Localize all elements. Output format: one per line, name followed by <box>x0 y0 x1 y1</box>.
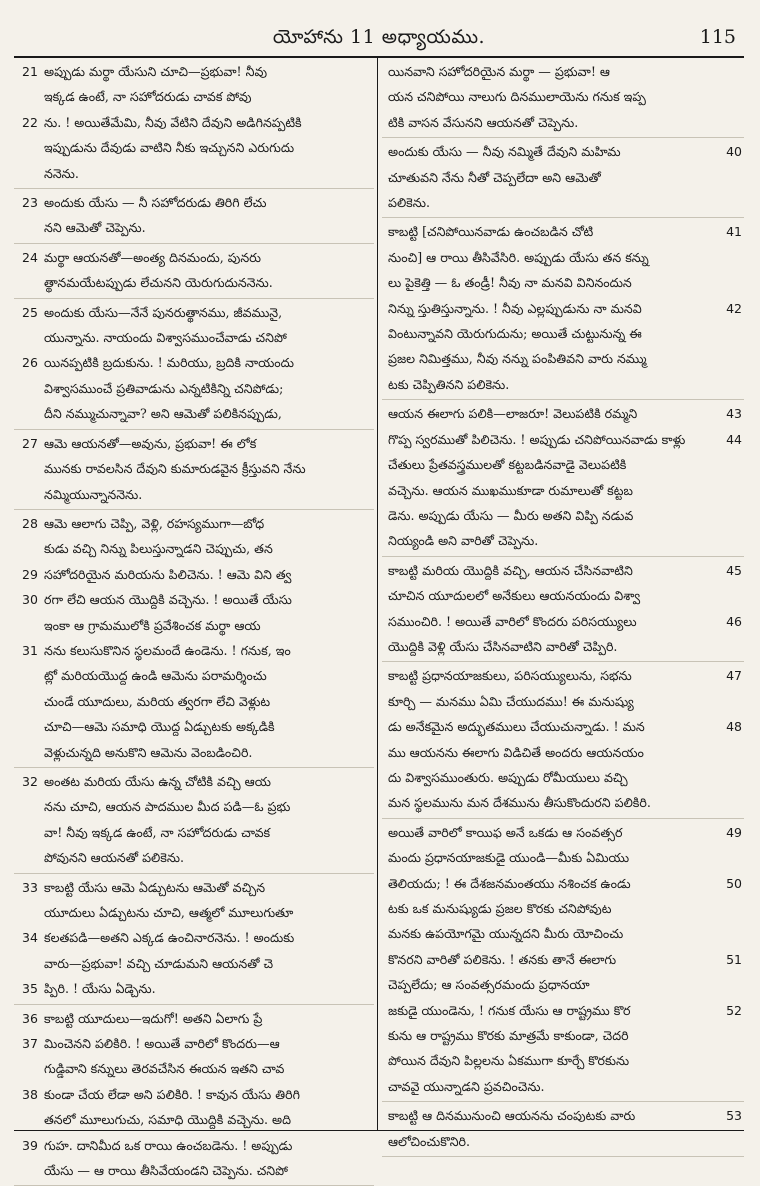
verse-text: కుడు వచ్చి నిన్ను పిలుస్తున్నాడని చెప్పుచు, తన <box>44 541 273 557</box>
verse-line <box>22 663 370 688</box>
verse-text: సహోదరియైన మరియను పిలిచెను. ! ఆమె విని త్వ <box>44 566 292 582</box>
verse-line <box>22 587 370 612</box>
verse-line <box>22 900 370 925</box>
verse-text: వా! నీవు ఇక్కడ ఉంటే, నా సహోదరుడు చావక <box>44 824 271 840</box>
verse-line <box>388 609 742 634</box>
verse-text: ననెను. <box>44 165 79 181</box>
verse-text: మన స్థలమును మన దేశమును తీసుకొందురని పలికిరి. <box>388 795 651 811</box>
verse-line <box>22 350 370 375</box>
verse-line <box>388 714 742 739</box>
verse-number: 27 <box>22 435 38 451</box>
verse-text: మర్థా ఆయనతో—అంత్య దినమందు, పునరు <box>44 249 261 265</box>
verse-block <box>14 189 374 244</box>
verse-text: టికి వాసన వేసునని ఆయనతో చెప్పెను. <box>388 114 579 130</box>
verse-text: టకు ఒక మనుష్యుడు ప్రజల కొరకు చనిపోవుట <box>388 901 612 916</box>
verse-text: కాబట్టి మరియ యొద్దికి వచ్చి, ఆయన చేసినవాటిని <box>388 562 633 578</box>
verse-text: చెప్పలేదు; ఆ సంవత్సరమందు ప్రధానయా <box>388 977 590 993</box>
verse-number: 28 <box>22 515 38 531</box>
verse-number: 50 <box>726 875 742 891</box>
verse-line <box>22 84 370 109</box>
verse-number: 45 <box>726 562 742 578</box>
verse-number: 35 <box>22 981 38 997</box>
verse-block <box>382 138 744 218</box>
verse-block <box>382 400 744 556</box>
verse-text: ట్లో మరియయొద్ద ఉండి ఆమెను పరామర్శించు <box>44 668 267 684</box>
verse-line <box>388 270 714 295</box>
verse-text: నియ్యండి అని వారితో చెప్పెను. <box>388 533 539 549</box>
verse-block <box>382 662 744 818</box>
verse-text: అప్పుడు మర్థా యేసుని చూచి—ప్రభువా! నీవు <box>44 64 268 79</box>
verse-line <box>388 998 742 1023</box>
verse-block <box>382 819 744 1102</box>
verse-text: జకుడై యుండెను, ! గనుక యేసు ఆ రాష్ట్రము కొర <box>388 1002 631 1018</box>
verse-number: 23 <box>22 195 38 211</box>
verse-text: అందుకు యేసు—నేనే పునరుత్థానము, జీవమునై, <box>44 304 283 320</box>
verse-text: యొద్దికి వెళ్లి యేసు చేసినవాటిని వారితో చెప్పిరి. <box>388 638 618 654</box>
verse-line <box>22 245 370 270</box>
verse-number: 47 <box>726 668 742 684</box>
verse-line <box>22 638 370 663</box>
verse-line <box>388 296 742 321</box>
scripture-page <box>14 20 744 1179</box>
verse-line <box>22 769 370 794</box>
verse-line <box>22 714 370 739</box>
verse-text: పోయిన దేవుని పిల్లలను ఏకముగా కూర్చే కొరకును <box>388 1053 630 1069</box>
verse-line <box>22 59 370 84</box>
verse-line <box>22 1031 370 1056</box>
verse-text: చావవై యున్నాడని ప్రవచించెను. <box>388 1078 545 1094</box>
verse-text: ఇంకా ఆ గ్రామములోకి ప్రవేశించక మర్థా ఆయ <box>44 617 261 633</box>
verse-block <box>14 874 374 1005</box>
verse-line <box>388 139 742 164</box>
verse-block <box>14 510 374 768</box>
bottom-rule <box>14 1130 744 1131</box>
verse-line <box>388 1048 714 1073</box>
verse-line <box>388 528 714 553</box>
verse-text: మునకు రావలసిన దేవుని కుమారుడవైన క్రీస్తువని నేను <box>44 461 306 477</box>
verse-text: ఆమె ఆలాగు చెప్పి, వెళ్లి, రహస్యముగా—బోధ <box>44 515 265 531</box>
verse-line <box>22 925 370 950</box>
verse-text: త్థానమయేటప్పుడు లేచునని యెరుగుదుననెను. <box>44 275 273 291</box>
verse-text: ఆలోచించుకొనిరి. <box>388 1133 471 1149</box>
verse-number: 51 <box>726 951 742 967</box>
verse-text: అందుకు యేసు — నీ సహోదరుడు తిరిగి లేచు <box>44 195 267 211</box>
verse-number: 26 <box>22 355 38 371</box>
verse-text: గుహ. దానిమీద ఒక రాయి ఉంచబడెను. ! అప్పుడు <box>44 1137 293 1153</box>
verse-number: 46 <box>726 613 742 629</box>
verse-line <box>388 401 742 426</box>
verse-text: టకు చెప్పితినని పలికెను. <box>388 376 510 392</box>
verse-text: చూతువని నేను నీతో చెప్పలేదా అని ఆమెతో <box>388 169 601 185</box>
verse-text: వారు—ప్రభువా! వచ్చి చూడుమని ఆయనతో చె <box>44 955 274 971</box>
verse-line <box>388 190 714 215</box>
verse-line <box>388 765 714 790</box>
verse-line <box>388 346 714 371</box>
verse-number: 21 <box>22 64 38 79</box>
verse-line <box>22 431 370 456</box>
verse-text: గుడ్డివాని కన్నులు తెరవచేసిన ఈయన ఇతని చావ <box>44 1061 285 1077</box>
verse-line <box>22 794 370 819</box>
verse-text: చుండే యూదులు, మరియ త్వరగా లేచి వెళ్లుట <box>44 693 271 709</box>
verse-line <box>388 896 714 921</box>
right-column <box>382 58 744 1149</box>
verse-text: తనలో మూలుగుచు, సమాధి యొద్దికి వచ్చెను. అది <box>44 1112 291 1128</box>
verse-number: 25 <box>22 304 38 320</box>
verse-text: నని ఆమెతో చెప్పెను. <box>44 220 146 236</box>
verse-number: 29 <box>22 566 38 582</box>
verse-text: సముంచిరి. ! అయితే వారిలో కొందరు పరిసయ్యులు <box>388 613 637 629</box>
verse-number: 41 <box>726 224 742 240</box>
verse-line <box>22 270 370 295</box>
verse-block <box>14 1005 374 1186</box>
verse-text: కొనరని వారితో పలికెను. ! తనకు తానే ఈలాగు <box>388 951 617 967</box>
verse-line <box>22 740 370 765</box>
verse-line <box>388 503 714 528</box>
verse-line <box>22 1056 370 1081</box>
verse-line <box>388 1023 714 1048</box>
verse-number: 40 <box>726 144 742 160</box>
verse-number: 31 <box>22 642 38 658</box>
verse-text: చూచి—ఆమె సమాధి యొద్ద ఏడ్చుటకు అక్కడికి <box>44 719 275 735</box>
verse-text: నిన్ను స్తుతిస్తున్నాను. ! నీవు ఎల్లప్పుడును నా మనవి <box>388 300 642 316</box>
verse-line <box>388 59 714 84</box>
verse-text: పోవునని ఆయనతో పలికెను. <box>44 850 185 866</box>
verse-line <box>22 1082 370 1107</box>
verse-text: పలికెను. <box>388 195 430 211</box>
verse-block <box>14 299 374 430</box>
verse-number: 32 <box>22 773 38 789</box>
verse-line <box>22 845 370 870</box>
verse-line <box>22 511 370 536</box>
verse-text: కాబట్టి ఆ దినమునుంచి ఆయనను చంపుటకు వారు <box>388 1108 636 1124</box>
verse-text: తెలియదు; ! ఈ దేశజనమంతయు నశించక ఉండు <box>388 875 631 891</box>
verse-text: యన చనిపోయి నాలుగు దినములాయెను గనుక ఇప్ప <box>388 89 646 105</box>
verse-line <box>22 456 370 481</box>
verse-line <box>22 536 370 561</box>
chapter-title: యోహాను 11 అధ్యాయము. <box>272 26 486 48</box>
verse-line <box>22 401 370 426</box>
verse-line <box>22 110 370 135</box>
verse-line <box>388 245 714 270</box>
verse-block <box>382 58 744 138</box>
verse-number: 22 <box>22 114 38 130</box>
verse-line <box>22 976 370 1001</box>
verse-number: 48 <box>726 719 742 735</box>
verse-line <box>388 845 714 870</box>
verse-block <box>382 218 744 400</box>
verse-line <box>388 558 742 583</box>
verse-line <box>388 321 714 346</box>
verse-text: ఆయన ఈలాగు పలికి—లాజరూ! వెలుపటికి రమ్మని <box>388 406 638 422</box>
verse-line <box>388 947 742 972</box>
verse-number: 30 <box>22 592 38 608</box>
verse-text: ము ఆయనను ఈలాగు విడిచితే అందరు ఆయనయం <box>388 744 644 760</box>
verse-number: 34 <box>22 930 38 946</box>
verse-line <box>22 875 370 900</box>
verse-text: కాబట్టి యేసు ఆమె ఏడ్చుటను ఆమెతో వచ్చిన <box>44 879 266 895</box>
verse-line <box>388 689 714 714</box>
verse-line <box>388 427 742 452</box>
verse-text: వింటున్నావని యెరుగుదును; అయితే చుట్టునున్న ఈ <box>388 326 642 342</box>
verse-text: చేతులు ప్రేతవస్త్రములతో కట్టబడినవాడై వెలుపటికి <box>388 457 627 473</box>
page-header <box>14 20 744 58</box>
verse-line <box>388 1129 714 1154</box>
verse-line <box>22 190 370 215</box>
verse-text: యేసు — ఆ రాయి తీసివేయండని చెప్పెను. చనిపో <box>44 1163 288 1179</box>
verse-text: గొప్ప స్వరముతో పిలిచెను. ! అప్పుడు చనిపోయినవాడు కాళ్లు <box>388 431 686 447</box>
verse-line <box>22 376 370 401</box>
verse-line <box>22 161 370 186</box>
verse-number: 38 <box>22 1086 38 1102</box>
verse-text: కుండా చేయ లేడా అని పలికిరి. ! కావున యేసు తిరిగి <box>44 1086 300 1102</box>
verse-block <box>14 430 374 510</box>
verse-number: 36 <box>22 1010 38 1026</box>
verse-text: దు విశ్వాసముంతురు. అప్పుడు రోమీయులు వచ్చి <box>388 769 628 785</box>
verse-number: 44 <box>726 431 742 447</box>
verse-line <box>388 634 714 659</box>
verse-number: 52 <box>726 1002 742 1018</box>
verse-text: డు అనేకమైన అద్భుతములు చేయుచున్నాడు. ! మన <box>388 719 645 735</box>
verse-text: విశ్వాసముంచే ప్రతివాడును ఎన్నటికిన్ని చనిపోడు; <box>44 380 284 396</box>
verse-block <box>14 244 374 299</box>
verse-line <box>388 972 714 997</box>
verse-text: యూదులు ఏడ్చుటను చూచి, ఆత్మలో మూలుగుతూ <box>44 905 294 920</box>
verse-line <box>22 325 370 350</box>
verse-text: కును ఆ రాష్ట్రము కొరకు మాత్రమే కాకుండా, చెదరి <box>388 1028 629 1044</box>
verse-text: అందుకు యేసు — నీవు నమ్మితే దేవుని మహిమ <box>388 144 621 160</box>
verse-line <box>388 583 714 608</box>
verse-text: లు పైకెత్తి — ఓ తండ్రీ! నీవు నా మనవి వినినందున <box>388 275 632 291</box>
verse-number: 37 <box>22 1036 38 1052</box>
verse-text: మందు ప్రధానయాజకుడై యుండి—మీకు ఏమియు <box>388 850 630 866</box>
verse-text: కాబట్టి [చనిపోయినవాడు ఉంచబడిన చోటి <box>388 224 594 240</box>
verse-text: ఇప్పుడును దేవుడు వాటిని నీకు ఇచ్చునని ఎరుగుదు <box>44 140 295 156</box>
verse-text: డెను. అప్పుడు యేసు — మీరు అతని విప్పి నడువ <box>388 507 634 523</box>
verse-line <box>388 1074 714 1099</box>
verse-text: నుంచి] ఆ రాయి తీసివేసిరి. అప్పుడు యేసు తన కన్ను <box>388 249 649 265</box>
verse-number: 43 <box>726 406 742 422</box>
verse-line <box>22 300 370 325</box>
verse-line <box>388 921 714 946</box>
verse-text: ను. ! అయితేమేమి, నీవు వేటిని దేవుని అడిగినప్పటికి <box>44 114 302 130</box>
verse-line <box>22 820 370 845</box>
verse-text: యినప్పటికి బ్రదుకును. ! మరియు, బ్రదికి నాయందు <box>44 355 294 371</box>
verse-line <box>388 219 742 244</box>
verse-line <box>388 452 714 477</box>
verse-text: ప్రజల నిమిత్తము, నీవు నన్ను పంపితివని వారు నమ్ము <box>388 351 647 367</box>
left-column <box>14 58 374 1179</box>
verse-line <box>388 663 742 688</box>
verse-number: 49 <box>726 824 742 840</box>
verse-block <box>382 557 744 663</box>
verse-text: ప్పిరి. ! యేసు ఏడ్చెను. <box>44 981 156 997</box>
verse-text: రగా లేచి ఆయన యొద్దికి వచ్చెను. ! అయితే యేసు <box>44 592 292 608</box>
verse-line <box>22 215 370 240</box>
verse-text: నను కలుసుకొనిన స్థలమందే ఉండెను. ! గనుక, ఇం <box>44 642 291 658</box>
verse-line <box>388 372 714 397</box>
verse-line <box>388 84 714 109</box>
verse-text: కలతపడి—అతని ఎక్కడ ఉంచినారనెను. ! అందుకు <box>44 930 295 946</box>
verse-text: కూర్చి — మనము ఏమి చేయుదము! ఈ మనుష్యు <box>388 693 634 709</box>
verse-line <box>388 478 714 503</box>
verse-text: యున్నాను. నాయందు విశ్వాసముంచేవాడు చనిపో <box>44 330 287 346</box>
verse-text: ఆమె ఆయనతో—అవును, ప్రభువా! ఈ లోక <box>44 435 257 451</box>
verse-text: అంతట మరియ యేసు ఉన్న చోటికి వచ్చి ఆయ <box>44 773 271 789</box>
verse-block <box>14 58 374 189</box>
verse-line <box>22 1006 370 1031</box>
verse-line <box>22 1107 370 1132</box>
verse-text: నను చూచి, ఆయన పాదముల మీద పడి—ఓ ప్రభు <box>44 799 291 815</box>
verse-block <box>14 768 374 874</box>
verse-text: వచ్చెను. ఆయన ముఖముకూడా రుమాలుతో కట్టబ <box>388 482 633 498</box>
verse-line <box>22 135 370 160</box>
verse-text: వెళ్లుచున్నది అనుకొని ఆమెను వెంబడించిరి. <box>44 744 253 760</box>
verse-number: 33 <box>22 879 38 895</box>
verse-number: 24 <box>22 249 38 265</box>
text-columns <box>14 58 744 1179</box>
verse-line <box>22 951 370 976</box>
verse-text: కాబట్టి ప్రధానయాజకులు, పరిసయ్యులును, సభను <box>388 668 632 684</box>
verse-line <box>22 613 370 638</box>
verse-line <box>22 1158 370 1183</box>
verse-text: నమ్మియున్నాననెను. <box>44 486 143 502</box>
verse-line <box>388 110 714 135</box>
verse-line <box>388 790 714 815</box>
verse-text: కాబట్టి యూదులు—ఇదుగో! అతని ఏలాగు ప్రే <box>44 1010 263 1026</box>
verse-line <box>22 562 370 587</box>
verse-text: దీని నమ్ముచున్నావా? అని ఆమెతో పలికినప్పుడు, <box>44 406 282 422</box>
verse-text: చూచిన యూదులలో అనేకులు ఆయనయందు విశ్వా <box>388 588 641 604</box>
verse-number: 39 <box>22 1137 38 1153</box>
verse-line <box>388 740 714 765</box>
verse-text: మించెనని పలికిరి. ! అయితే వారిలో కొందరు—ఆ <box>44 1036 280 1052</box>
verse-line <box>388 871 742 896</box>
verse-line <box>22 1133 370 1158</box>
verse-line <box>22 689 370 714</box>
verse-line <box>22 482 370 507</box>
verse-line <box>388 165 714 190</box>
verse-number: 42 <box>726 300 742 316</box>
verse-text: అయితే వారిలో కాయిఫ అనే ఒకడు ఆ సంవత్సర <box>388 824 623 840</box>
verse-number: 53 <box>726 1108 742 1124</box>
verse-text: మనకు ఉపయోగమై యున్నదని మీరు యోచించు <box>388 926 624 942</box>
verse-line <box>388 820 742 845</box>
verse-text: యినవాని సహోదరియైన మర్థా — ప్రభువా! ఆ <box>388 64 610 79</box>
verse-text: ఇక్కడ ఉంటే, నా సహోదరుడు చావక పోవు <box>44 89 252 105</box>
page-number: 115 <box>699 26 736 48</box>
verse-line <box>388 1103 742 1128</box>
